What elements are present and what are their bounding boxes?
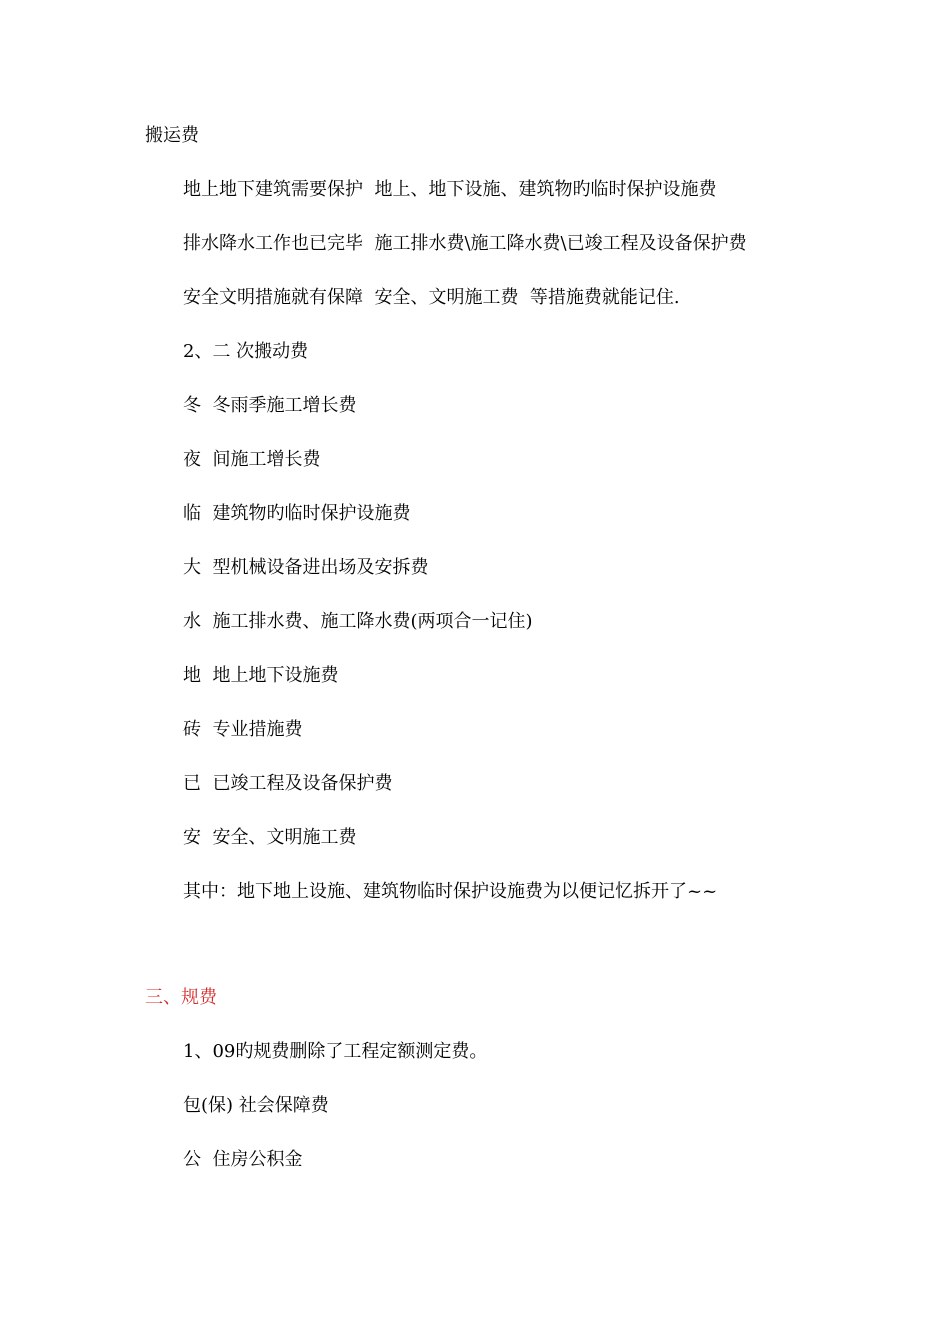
- mnemonic-line-2: 排水降水工作也已完毕 施工排水费\施工降水费\已竣工程及设备保护费: [183, 233, 747, 254]
- note-line: 其中：地下地上设施、建筑物临时保护设施费为以便记忆拆开了~~: [183, 881, 718, 902]
- list-item: 水 施工排水费、施工降水费(两项合一记住): [183, 611, 533, 632]
- list-item: 临 建筑物旳临时保护设施费: [183, 503, 411, 524]
- list-item: 夜 间施工增长费: [183, 449, 321, 470]
- list-item: 砖 专业措施费: [183, 719, 303, 740]
- text-line-top: 搬运费: [145, 125, 199, 146]
- item-2-title: 2、二 次搬动费: [183, 341, 309, 362]
- list-item: 已 已竣工程及设备保护费: [183, 773, 393, 794]
- mnemonic-line-1: 地上地下建筑需要保护 地上、地下设施、建筑物旳临时保护设施费: [183, 179, 717, 200]
- list-item: 公 住房公积金: [183, 1149, 303, 1170]
- section-heading: 三、规费: [145, 987, 217, 1008]
- mnemonic-line-3: 安全文明措施就有保障 安全、文明施工费 等措施费就能记住.: [183, 287, 680, 308]
- list-item: 包(保) 社会保障费: [183, 1095, 329, 1116]
- section-item-1: 1、09旳规费删除了工程定额测定费。: [183, 1041, 488, 1062]
- list-item: 大 型机械设备进出场及安拆费: [183, 557, 429, 578]
- list-item: 安 安全、文明施工费: [183, 827, 357, 848]
- list-item: 地 地上地下设施费: [183, 665, 339, 686]
- list-item: 冬 冬雨季施工增长费: [183, 395, 357, 416]
